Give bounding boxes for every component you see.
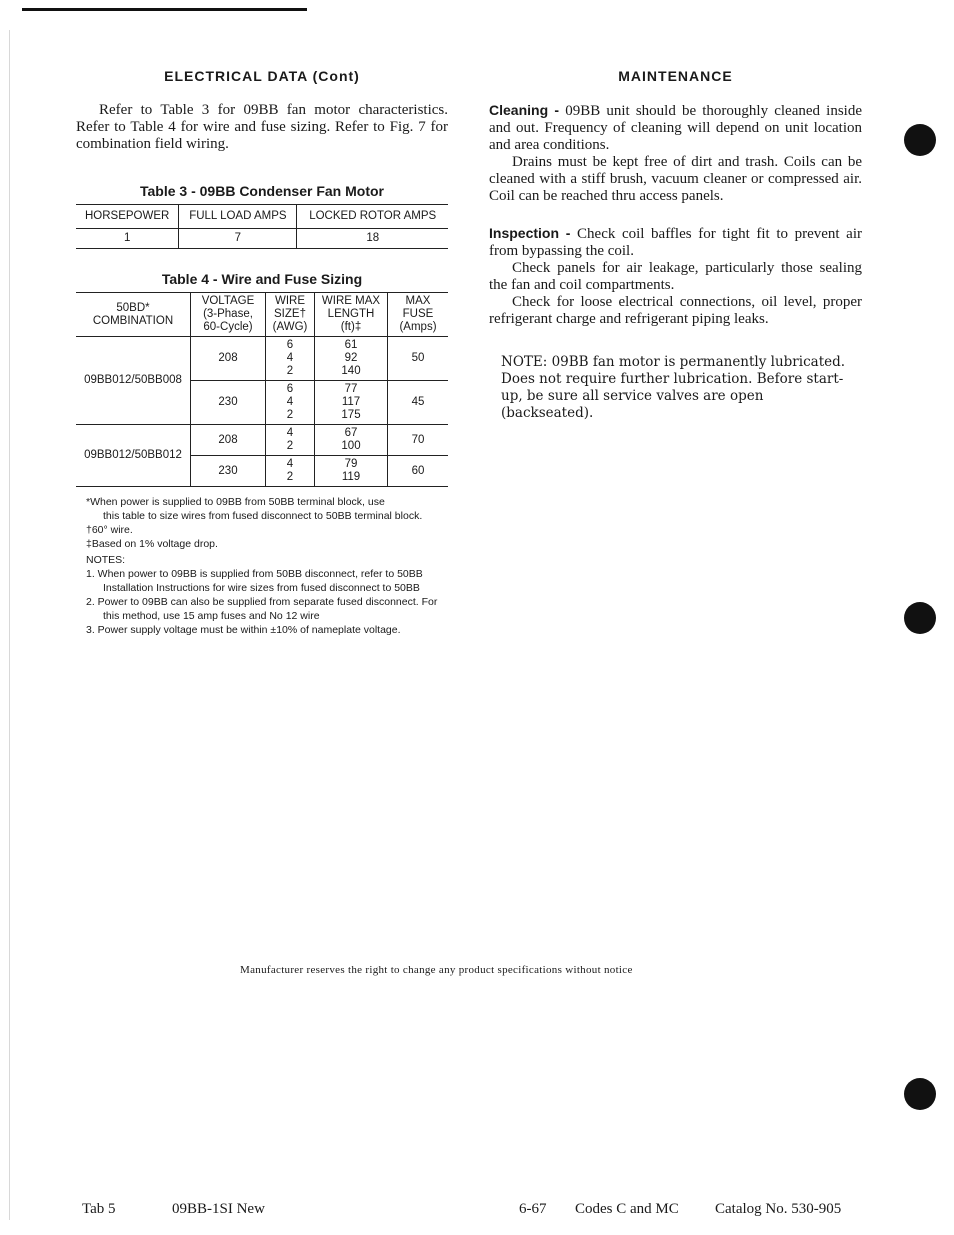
notes-label: NOTES: [86,554,126,566]
table4-wire-lengths: 67 100 [315,425,388,456]
binder-hole-middle [904,602,936,634]
binder-hole-top [904,124,936,156]
table4-max-fuse: 45 [388,381,449,425]
table4-footnotes [76,495,448,637]
table4-voltage: 208 [191,337,266,381]
table3-header-row [76,205,448,229]
drains-paragraph: Drains must be kept free of dirt and trash. Coils can be cleaned with a stiff brush, vacuum cleaner or compressed air. Coil can be reached thru access panels. [489,154,862,204]
note-3: 3. Power supply voltage must be within ±10% of nameplate voltage. [86,624,401,636]
lubrication-note: NOTE: 09BB fan motor is permanently lubricated. Does not require further lubrication. Before start-up, be sure all service valves are open (backseated). [501,354,846,421]
table3-title: Table 3 - 09BB Condenser Fan Motor [140,183,384,199]
footer-tab: Tab 5 [82,1201,116,1217]
cleaning-paragraph [489,102,862,154]
footnote-double-dagger: ‡Based on 1% voltage drop. [86,538,218,550]
table4-header-max-fuse: MAX FUSE (Amps) [388,293,449,337]
table4-header-combination: 50BD* COMBINATION [76,293,191,337]
table3-header-full-load: FULL LOAD AMPS [179,205,297,229]
table4-header-voltage: VOLTAGE (3-Phase, 60-Cycle) [191,293,266,337]
table4-voltage: 208 [191,425,266,456]
table4-max-fuse: 60 [388,456,449,487]
inspection-paragraph [489,225,862,260]
table4-wire-lengths: 77 117 175 [315,381,388,425]
table4-wire-sizes: 6 4 2 [266,337,315,381]
table4-wire-sizes: 6 4 2 [266,381,315,425]
table4-max-fuse: 50 [388,337,449,381]
maintenance-column [489,68,862,422]
footnote-star-continued: this table to size wires from fused disconnect to 50BB terminal block. [103,510,423,522]
table3-full-load: 7 [179,229,297,249]
table4-header-row [76,293,448,337]
table4-header-wire-max: WIRE MAX LENGTH (ft)‡ [315,293,388,337]
inspection-label: Inspection - [489,225,571,241]
table-row [76,337,448,381]
electrical-check-paragraph: Check for loose electrical connections, oil level, proper refrigerant charge and refrigerant piping leaks. [489,294,862,327]
table4-combination: 09BB012/50BB008 [76,337,191,425]
table4-wire-sizes: 4 2 [266,425,315,456]
binding-edge [9,30,10,1220]
cleaning-label: Cleaning - [489,102,560,118]
table4-header-wire-size: WIRE SIZE† (AWG) [266,293,315,337]
panels-paragraph: Check panels for air leakage, particularly those sealing the fan and coil compartments. [489,260,862,293]
table4-title: Table 4 - Wire and Fuse Sizing [161,271,363,287]
table4-combination: 09BB012/50BB012 [76,425,191,487]
inspection-text: Check coil baffles for tight fit to prevent air from bypassing the coil. [489,226,862,259]
electrical-data-column [76,68,448,637]
table4-voltage: 230 [191,456,266,487]
table3-fan-motor [76,204,448,249]
electrical-data-heading: ELECTRICAL DATA (Cont) [164,68,360,84]
footnote-dagger: †60° wire. [86,524,133,536]
footer-doc-id: 09BB-1SI New [172,1201,265,1217]
table3-locked-rotor: 18 [297,229,448,249]
disclaimer: Manufacturer reserves the right to change any product specifications without notice [240,964,633,976]
table4-wire-lengths: 79 119 [315,456,388,487]
table-row [76,425,448,456]
top-rule [22,8,307,11]
note-1: 1. When power to 09BB is supplied from 50BB disconnect, refer to 50BB Installation Instructions for wire sizes from fused disconnect to 50BB [86,568,423,594]
note-2: 2. Power to 09BB can also be supplied from separate fused disconnect. For this method, use 15 amp fuses and No 12 wire [86,596,438,622]
table4-wire-lengths: 61 92 140 [315,337,388,381]
table3-header-locked-rotor: LOCKED ROTOR AMPS [297,205,448,229]
table3-horsepower: 1 [76,229,179,249]
table4-voltage: 230 [191,381,266,425]
table4-wire-fuse [76,292,448,487]
footnote-star: *When power is supplied to 09BB from 50BB terminal block, use [86,496,385,508]
footer-page-number: 6-67 [519,1201,547,1217]
binder-hole-bottom [904,1078,936,1110]
table3-row [76,229,448,249]
table4-wire-sizes: 4 2 [266,456,315,487]
maintenance-heading: MAINTENANCE [618,68,733,84]
footer-catalog: Catalog No. 530-905 [715,1201,842,1217]
table4-max-fuse: 70 [388,425,449,456]
cleaning-text: 09BB unit should be thoroughly cleaned inside and out. Frequency of cleaning will depend on unit location and area conditions. [489,103,863,153]
electrical-intro: Refer to Table 3 for 09BB fan motor characteristics. Refer to Table 4 for wire and fuse sizing. Refer to Fig. 7 for combination field wiring. [76,102,448,152]
footer-codes: Codes C and MC [575,1201,679,1217]
table3-header-horsepower: HORSEPOWER [76,205,179,229]
